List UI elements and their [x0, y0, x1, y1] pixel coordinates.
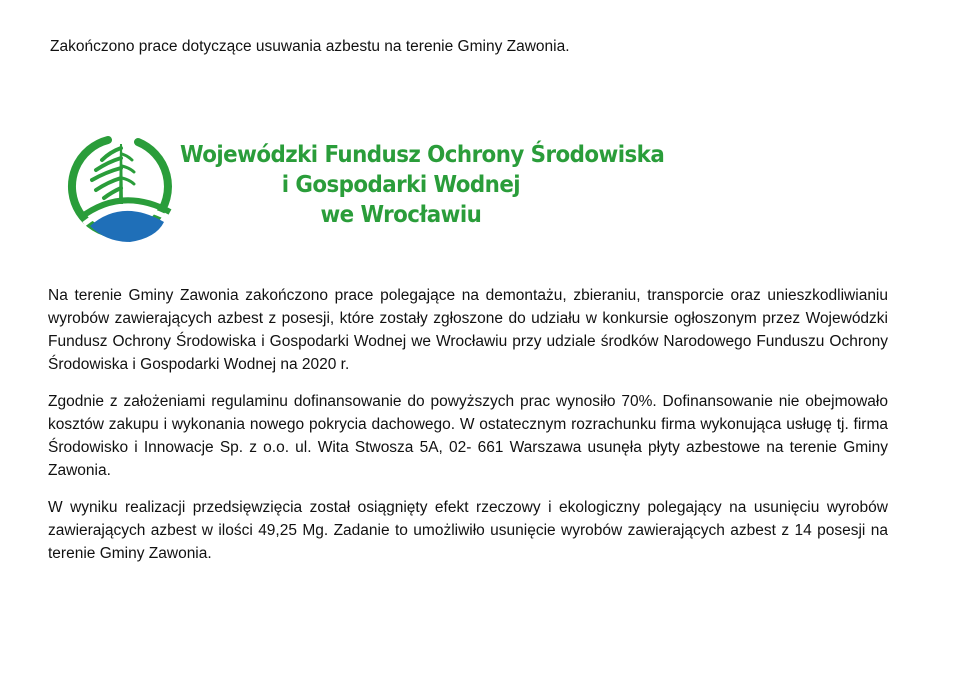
logo-text — [180, 140, 665, 230]
paragraph-1: Na terenie Gminy Zawonia zakończono prace polegające na demontażu, zbieraniu, transporcie oraz unieszkodliwianiu wyrobów zawierających azbest z posesji, które zostały zgłoszone do udziału w konkursie ogłoszonym przez Wojewódzki Fundusz Ochrony Środowiska i Gospodarki Wodnej we Wrocławiu przy udziale środków Narodowego Funduszu Ochrony Środowiska i Gospodarki Wodnej na 2020 r. — [48, 287, 888, 373]
tree-icon — [60, 130, 178, 248]
logo-line-1: Wojewódzki Fundusz Ochrony Środowiska — [180, 142, 665, 168]
document-body — [48, 284, 888, 579]
logo-line-2: i Gospodarki Wodnej — [281, 172, 521, 198]
logo-line-3: we Wrocławiu — [320, 202, 482, 228]
wfosigw-logo — [60, 130, 680, 255]
paragraph-2: Zgodnie z założeniami regulaminu dofinansowanie do powyższych prac wynosiło 70%. Dofinansowanie nie obejmowało kosztów zakupu i wykonania nowego pokrycia dachowego. W ostatecznym rozrachunku firma wykonująca usługę tj. firma Środowisko i Innowacje Sp. z o.o. ul. Wita Stwosza 5A, 02- 661 Warszawa usunęła płyty azbestowe na terenie Gminy Zawonia. — [48, 393, 888, 479]
intro-line: Zakończono prace dotyczące usuwania azbestu na terenie Gminy Zawonia. — [50, 38, 570, 55]
paragraph-3: W wyniku realizacji przedsięwzięcia został osiągnięty efekt rzeczowy i ekologiczny polegający na usunięciu wyrobów zawierających azbest w ilości 49,25 Mg. Zadanie to umożliwiło usunięcie wyrobów zawierających azbest z 14 posesji na terenie Gminy Zawonia. — [48, 499, 888, 562]
